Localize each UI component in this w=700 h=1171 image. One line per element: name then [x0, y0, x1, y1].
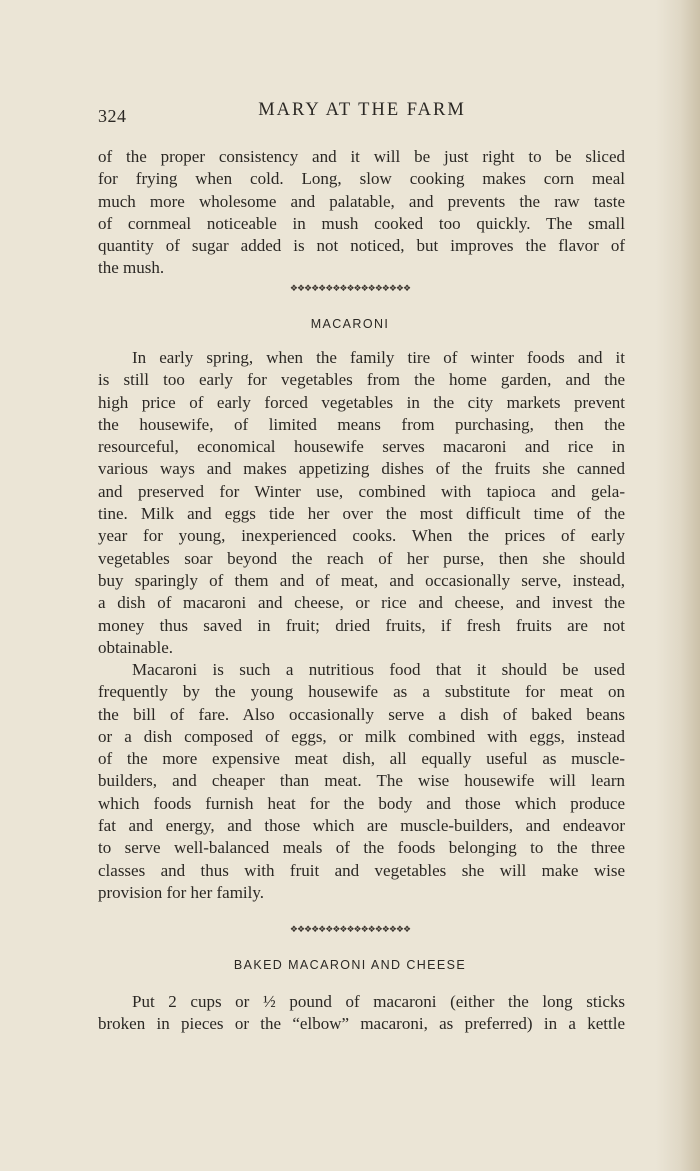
text-line: resourceful, economical housewife serves macaroni and rice in	[98, 437, 625, 457]
text-line: the mush.	[98, 258, 165, 278]
text-line: Macaroni is such a nutritious food that it should be used	[132, 660, 625, 679]
running-head	[98, 100, 626, 126]
continued-paragraph	[98, 146, 625, 280]
text-line: tine. Milk and eggs tide her over the most difficult time of the	[98, 504, 625, 524]
page-edge-shadow	[656, 0, 700, 1171]
text-line: In early spring, when the family tire of winter foods and it	[132, 348, 625, 367]
text-line: of the more expensive meat dish, all equally useful as muscle-	[98, 749, 625, 769]
text-line: year for young, inexperienced cooks. When the prices of early	[98, 526, 625, 546]
text-line: Put 2 cups or ½ pound of macaroni (either the long sticks	[132, 992, 625, 1011]
text-line: for frying when cold. Long, slow cooking makes corn meal	[98, 169, 625, 189]
ornamental-divider: ❖❖❖❖❖❖❖❖❖❖❖❖❖❖❖❖❖	[289, 284, 411, 294]
text-line: of cornmeal noticeable in mush cooked too quickly. The small	[98, 213, 625, 233]
text-line: which foods furnish heat for the body and those which produce	[98, 793, 625, 813]
text-line: fat and energy, and those which are muscle-builders, and endeavor	[98, 816, 625, 836]
text-line: or a dish composed of eggs, or milk combined with eggs, instead	[98, 726, 625, 746]
text-line: buy sparingly of them and of meat, and occasionally serve, instead,	[98, 570, 625, 590]
text-line: of the proper consistency and it will be just right to be sliced	[98, 147, 625, 166]
text-line: obtainable.	[98, 637, 174, 657]
text-line: the bill of fare. Also occasionally serve a dish of baked beans	[98, 704, 625, 724]
text-line: much more wholesome and palatable, and prevents the raw taste	[98, 191, 625, 211]
text-line: the housewife, of limited means from purchasing, then the	[98, 414, 625, 434]
text-line: provision for her family.	[98, 882, 265, 902]
text-line: frequently by the young housewife as a substitute for meat on	[98, 682, 625, 702]
running-title: MARY AT THE FARM	[258, 100, 466, 120]
macaroni-paragraph-1	[98, 347, 625, 659]
text-line: broken in pieces or the “elbow” macaroni, as preferred) in a kettle	[98, 1014, 625, 1034]
text-line: classes and thus with fruit and vegetables she will make wise	[98, 860, 625, 880]
macaroni-paragraph-2	[98, 659, 625, 904]
text-line: is still too early for vegetables from the home garden, and the	[98, 370, 625, 390]
text-line: and preserved for Winter use, combined with tapioca and gela-	[98, 481, 625, 501]
text-line: builders, and cheaper than meat. The wise housewife will learn	[98, 771, 625, 791]
section-heading-baked-macaroni: BAKED MACARONI AND CHEESE	[233, 958, 467, 972]
ornamental-divider: ❖❖❖❖❖❖❖❖❖❖❖❖❖❖❖❖❖	[289, 925, 411, 935]
text-line: a dish of macaroni and cheese, or rice and cheese, and invest the	[98, 593, 625, 613]
text-line: quantity of sugar added is not noticed, but improves the flavor of	[98, 236, 625, 256]
text-line: high price of early forced vegetables in the city markets prevent	[98, 392, 625, 412]
text-line: various ways and makes appetizing dishes of the fruits she canned	[98, 459, 625, 479]
text-line: vegetables soar beyond the reach of her purse, then she should	[98, 548, 625, 568]
baked-paragraph-1	[98, 991, 625, 1036]
text-line: to serve well-balanced meals of the foods belonging to the three	[98, 838, 625, 858]
text-line: money thus saved in fruit; dried fruits, if fresh fruits are not	[98, 615, 625, 635]
section-heading-macaroni: MACARONI	[310, 317, 390, 331]
page-number: 324	[98, 106, 127, 126]
